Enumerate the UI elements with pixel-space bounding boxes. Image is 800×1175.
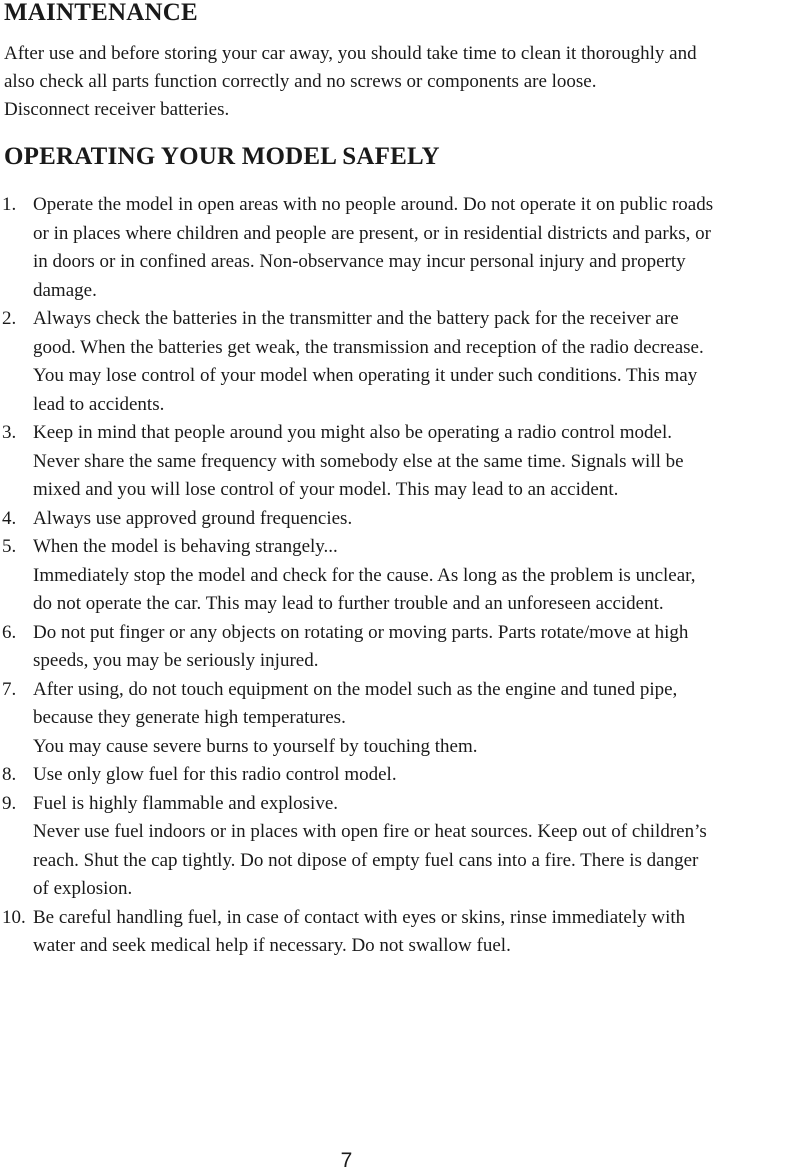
list-item-line: Keep in mind that people around you might also be operating a radio control model.: [33, 422, 672, 443]
list-item-line: Always use approved ground frequencies.: [33, 507, 353, 529]
list-item: [0, 761, 798, 790]
maintenance-line: After use and before storing your car away, you should take time to clean it thoroughly and: [4, 43, 697, 64]
list-item-line: speeds, you may be seriously injured.: [33, 650, 319, 671]
list-item-line: or in places where children and people are present, or in residential districts and parks, or: [33, 222, 711, 244]
list-item-line: Do not put finger or any objects on rotating or moving parts. Parts rotate/move at high: [33, 621, 689, 643]
list-item: [0, 419, 798, 505]
list-item-line: Be careful handling fuel, in case of contact with eyes or skins, rinse immediately with: [33, 906, 686, 928]
list-item-number: 1.: [2, 194, 17, 215]
list-item-number: 7.: [2, 678, 17, 700]
list-item-line: Operate the model in open areas with no people around. Do not operate it on public roads: [33, 194, 714, 215]
list-item-line: good. When the batteries get weak, the transmission and reception of the radio decrease.: [33, 336, 704, 358]
list-item-line: reach. Shut the cap tightly. Do not dipose of empty fuel cans into a fire. There is danger: [33, 849, 699, 871]
list-item: [0, 191, 798, 305]
list-item-number: 10.: [2, 906, 26, 928]
list-item-line: because they generate high temperatures.: [33, 707, 346, 728]
list-item-line: lead to accidents.: [33, 393, 165, 415]
list-item: [0, 904, 798, 961]
page-number: 7: [340, 1149, 353, 1172]
safety-heading: OPERATING YOUR MODEL SAFELY: [4, 143, 440, 170]
list-item-line: Always check the batteries in the transmitter and the battery pack for the receiver are: [33, 308, 679, 329]
list-item-number: 9.: [2, 792, 17, 814]
maintenance-paragraph: [4, 40, 798, 124]
list-item: [0, 505, 798, 534]
list-item-line: Never use fuel indoors or in places with open fire or heat sources. Keep out of children’s: [33, 821, 707, 842]
list-item-line: Immediately stop the model and check for the cause. As long as the problem is unclear,: [33, 564, 696, 586]
list-item: [0, 790, 798, 904]
maintenance-heading: MAINTENANCE: [4, 0, 198, 26]
list-item-number: 2.: [2, 308, 17, 329]
list-item: [0, 533, 798, 619]
list-item-line: of explosion.: [33, 878, 133, 899]
list-item-line: Fuel is highly flammable and explosive.: [33, 792, 339, 814]
safety-list: [0, 191, 798, 961]
list-item: [0, 619, 798, 676]
maintenance-line: Disconnect receiver batteries.: [4, 99, 230, 120]
list-item: [0, 305, 798, 419]
list-item-line: in doors or in confined areas. Non-observance may incur personal injury and property: [33, 251, 686, 272]
list-item-line: do not operate the car. This may lead to further trouble and an unforeseen accident.: [33, 593, 664, 614]
list-item-line: When the model is behaving strangely...: [33, 536, 338, 557]
list-item-line: water and seek medical help if necessary. Do not swallow fuel.: [33, 935, 511, 956]
list-item-line: mixed and you will lose control of your model. This may lead to an accident.: [33, 479, 619, 500]
list-item-line: Use only glow fuel for this radio control model.: [33, 764, 397, 785]
list-item-line: damage.: [33, 279, 97, 301]
list-item-number: 5.: [2, 536, 17, 557]
list-item-number: 4.: [2, 507, 17, 529]
list-item-number: 6.: [2, 621, 17, 643]
list-item-number: 8.: [2, 764, 17, 785]
list-item-line: You may cause severe burns to yourself by touching them.: [33, 735, 478, 757]
list-item-line: After using, do not touch equipment on the model such as the engine and tuned pipe,: [33, 678, 678, 700]
maintenance-line: also check all parts function correctly and no screws or components are loose.: [4, 71, 597, 92]
list-item: [0, 676, 798, 762]
list-item-number: 3.: [2, 422, 17, 443]
list-item-line: Never share the same frequency with somebody else at the same time. Signals will be: [33, 450, 684, 472]
list-item-line: You may lose control of your model when operating it under such conditions. This may: [33, 365, 698, 386]
